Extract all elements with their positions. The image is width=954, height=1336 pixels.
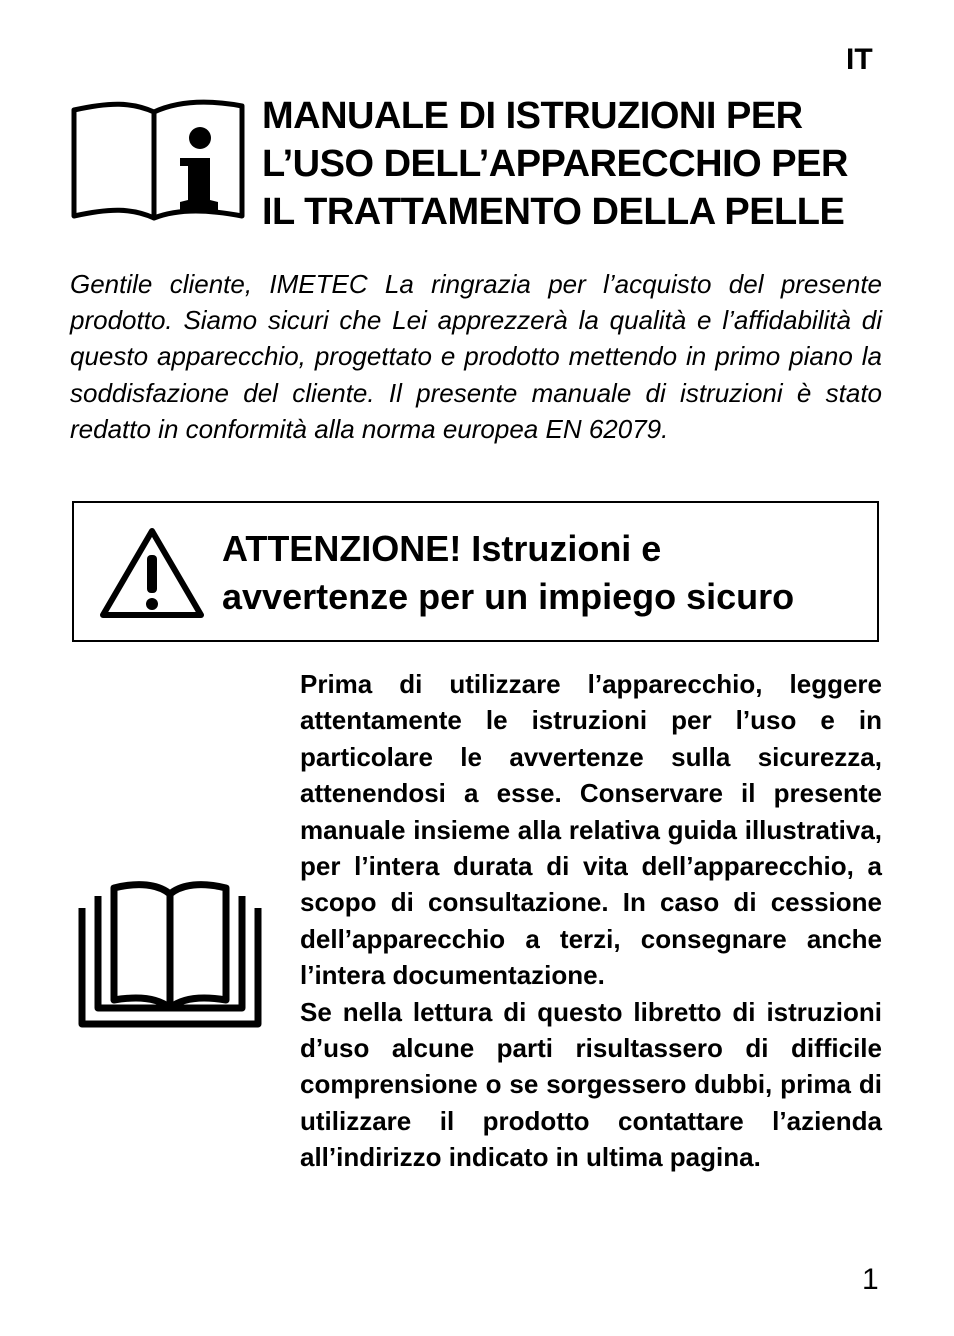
warning-box bbox=[72, 501, 879, 642]
safety-instructions bbox=[300, 666, 882, 1176]
title-line: L’USO DELL’APPARECCHIO PER bbox=[262, 143, 848, 185]
warning-line: ATTENZIONE! Istruzioni e bbox=[222, 528, 662, 569]
warning-heading bbox=[222, 525, 872, 621]
info-manual-icon bbox=[70, 94, 246, 226]
page-title bbox=[262, 92, 902, 236]
warning-triangle-icon bbox=[98, 525, 206, 621]
language-code: IT bbox=[846, 43, 873, 76]
warning-line: avvertenze per un impiego sicuro bbox=[222, 576, 795, 617]
body-paragraph: Prima di utilizzare l’apparecchio, leggere attentamente le istruzioni per l’uso e in particolare le avvertenze sulla sicurezza, attenendosi a esse. Conservare il presente manuale insieme alla relativa guida illustrativa, per l’intera durata di vita dell’apparecchio, a scopo di consultazione. In caso di cessione dell’apparecchio a terzi, consegnare anche l’intera documentazione. bbox=[300, 669, 882, 991]
intro-paragraph: Gentile cliente, IMETEC La ringrazia per l’acquisto del presente prodotto. Siamo sicuri che Lei apprezzerà la qualità e l’affidabilità di questo apparecchio, progettato e prodotto mettendo in primo piano la soddisfazione del cliente. Il presente manuale di istruzioni è stato redatto in conformità alla norma europea EN 62079. bbox=[70, 269, 882, 444]
title-line: MANUALE DI ISTRUZIONI PER bbox=[262, 95, 803, 137]
body-paragraph: Se nella lettura di questo libretto di istruzioni d’uso alcune parti risultassero di difficile comprensione o se sorgessero dubbi, prima di utilizzare il prodotto contattare l’azienda all’indirizzo indicato in ultima pagina. bbox=[300, 996, 882, 1173]
open-book-icon bbox=[78, 880, 262, 1028]
title-line: IL TRATTAMENTO DELLA PELLE bbox=[262, 191, 845, 233]
page-number: 1 bbox=[862, 1263, 879, 1296]
